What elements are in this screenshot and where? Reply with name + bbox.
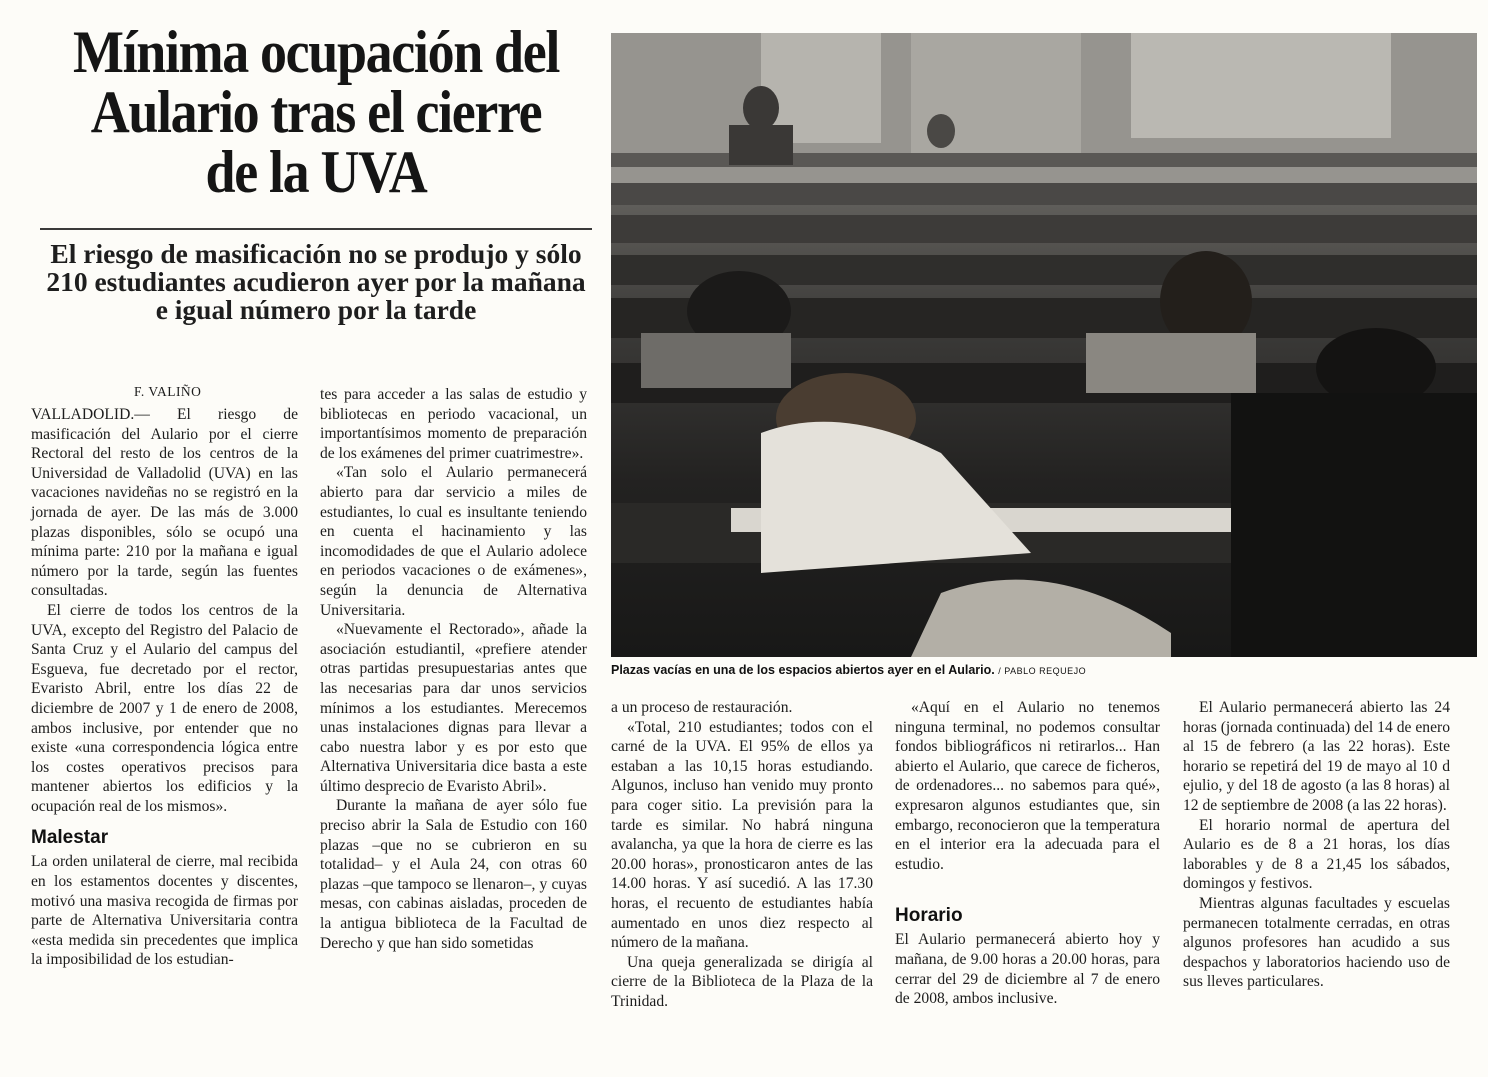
paragraph: El horario normal de apertura del Aulario es de 8 a 21 horas, los días laborables y de 8 a 21,45 los sábados, domingos y festivos. [1183, 816, 1450, 893]
paragraph: El Aulario permanecerá abierto hoy y mañana, de 9.00 horas a 20.00 horas, para cerrar del 29 de diciembre al 7 de enero de 2008, ambos inclusive. [895, 931, 1160, 1008]
paragraph: «Aquí en el Aulario no tenemos ninguna terminal, no podemos consultar fondos bibliográficos ni retirarlos... Han abierto el Aulario, que carece de ficheros, de ordenadores... no sabemos para qué», expresaron algunos estudiantes que, sin embargo, reconocieron que la temperatura en el interior era la adecuada para el estudio. [895, 699, 1160, 873]
paragraph: Una queja generalizada se dirigía al cierre de la Biblioteca de la Plaza de la Trinidad. [611, 953, 873, 1010]
paragraph: Durante la mañana de ayer sólo fue preciso abrir la Sala de Estudio con 160 plazas –que no se cubrieron en su totalidad– y el Aula 24, con otras 60 plazas –que tampoco se llenaron–, y cuyas mesas, con cabinas aisladas, proceden de la antigua biblioteca de la Facultad de Derecho y que han sido sometidas [320, 797, 587, 952]
photo-caption [611, 662, 1477, 679]
paragraph: a un proceso de restauración. [611, 699, 793, 716]
paragraph: «Nuevamente el Rectorado», añade la asociación estudiantil, «prefiere atender otras partidas presupuestarias antes que las necesarias para dar unos servicios mínimos a los estudiantes. Merecemos unas instalaciones dignas para llevar a cabo nuestra labor y es por esto que Alternativa Universitaria dice basta a este último desprecio de Evaristo Abril». [320, 621, 587, 795]
subheadline: El riesgo de masificación no se produjo y sólo 210 estudiantes acudieron ayer por la mañana e igual número por la tarde [46, 238, 586, 325]
paragraph-text: El riesgo de masificación del Aulario por el cierre Rectoral del resto de los centros de la Universidad de Valladolid (UVA) en las vacaciones navideñas no se registró en la jornada de ayer. De las más de 3.000 plazas disponibles, sólo se ocupó una mínima parte: 210 por la mañana e igual número por la tarde, según las fuentes consultadas. [31, 406, 299, 600]
headline: Mínima ocupación del Aulario tras el cierre de la UVA [72, 19, 560, 205]
column-5 [1183, 698, 1450, 992]
paragraph: tes para acceder a las salas de estudio y bibliotecas en periodo vacacional, un importantísimos momento de preparación de los exámenes del primer cuatrimestre». [320, 386, 587, 462]
paragraph: El Aulario permanecerá abierto las 24 horas (jornada continuada) del 14 de enero al 15 de febrero (a las 22 horas). Este horario se repetirá del 19 de mayo al 10 d ejulio, y del 18 de agosto (a las 8 horas) al 12 de septiembre de 2008 (a las 22 horas). [1183, 699, 1450, 814]
headline-rule [40, 228, 592, 230]
section-heading-malestar: Malestar [31, 827, 109, 849]
column-1 [31, 405, 298, 970]
article-photo [611, 33, 1477, 657]
photo-caption-text: Plazas vacías en una de los espacios abiertos ayer en el Aulario. [611, 663, 995, 677]
byline: F. VALIÑO [134, 384, 202, 399]
paragraph: «Total, 210 estudiantes; todos con el carné de la UVA. El 95% de ellos ya estaban a las 10,15 horas estudiando. Algunos, incluso han venido muy pronto para coger sitio. La previsión para la tarde es similar. No habrá ninguna avalancha, ya que la hora de cierre es las 20.00 horas», pronosticaron antes de las 14.00 horas. Y así sucedió. A las 17.30 horas, el recuento de estudiantes había aumentado en unos diez respecto al número de la mañana. [611, 718, 873, 952]
photo-illustration [611, 33, 1477, 657]
paragraph: El cierre de todos los centros de la UVA, excepto del Registro del Palacio de Santa Cruz y el Aulario del campus del Esgueva, fue decretado por el rector, Evaristo Abril, entre los días 22 de diciembre de 2007 y 1 de enero de 2008, ambos inclusive, por entender que no existe «una correspondencia lógica entre los costes operativos precisos para mantener abiertos los edificios y la ocupación real de los mismos». [31, 601, 298, 815]
dateline: VALLADOLID.— [31, 406, 150, 423]
column-2 [320, 385, 587, 953]
paragraph: La orden unilateral de cierre, mal recibida en los estamentos docentes y discentes, motivó una masiva recogida de firmas por parte de Alternativa Universitaria contra «esta medida sin precedentes que implica la imposibilidad de los estudian- [31, 853, 298, 969]
section-heading-horario: Horario [895, 905, 963, 927]
paragraph: Mientras algunas facultades y escuelas permanecen totalmente cerradas, en otras algunos profesores han acudido a sus despachos y laboratorios haciendo uso de sus lleves particulares. [1183, 894, 1450, 991]
photo-credit: / PABLO REQUEJO [998, 666, 1087, 676]
column-4 [895, 698, 1160, 1009]
column-3 [611, 698, 873, 1012]
paragraph: «Tan solo el Aulario permanecerá abierto para dar servicio a miles de estudiantes, lo cual es insultante teniendo en cuenta el hacinamiento y las incomodidades de que el Aulario adolece en periodos vacaciones o de exámenes», según la denuncia de Alternativa Universitaria. [320, 464, 587, 619]
paragraph [31, 405, 298, 601]
